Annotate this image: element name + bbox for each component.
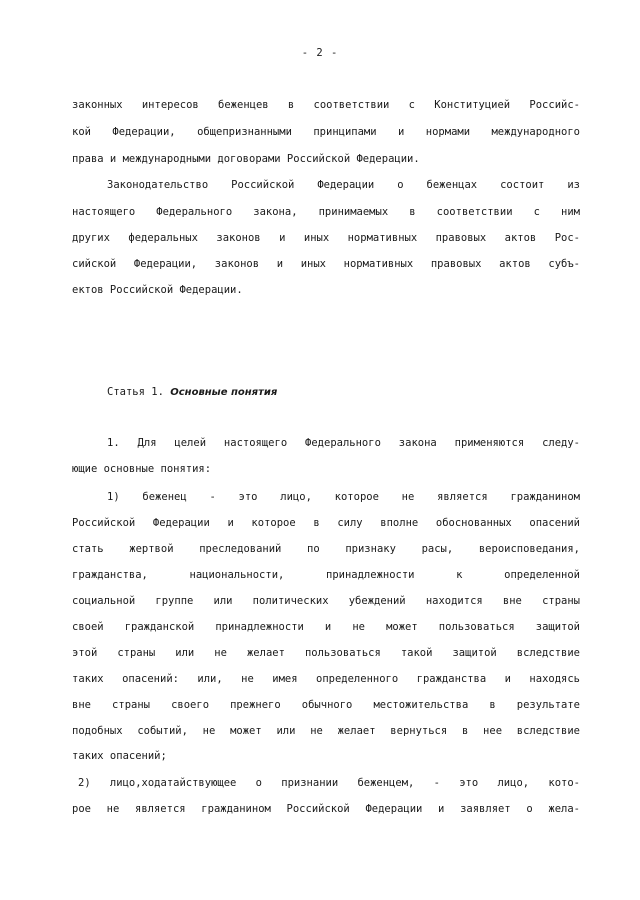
article-prefix: Статья 1. <box>107 386 164 398</box>
text-line: других федеральных законов и иных нормативных правовых актов Рос- <box>72 232 580 244</box>
text-line: 1. Для целей настоящего Федерального закона применяются следу- <box>107 437 580 449</box>
text-line: права и международными договорами Российской Федерации. <box>72 153 420 165</box>
page-number: - 2 - <box>301 47 339 59</box>
text-line: законных интересов беженцев в соответствии с Конституцией Российс- <box>72 99 580 111</box>
text-line: настоящего Федерального закона, принимаемых в соответствии с ним <box>72 206 580 218</box>
text-line: 2) лицо,ходатайствующее о признании беженцем, - это лицо, кото- <box>78 777 580 789</box>
text-line: социальной группе или политических убеждений находится вне страны <box>72 595 580 607</box>
text-line: вне страны своего прежнего обычного местожительства в результате <box>72 699 580 711</box>
text-line: сийской Федерации, законов и иных нормативных правовых актов субъ- <box>72 258 580 270</box>
text-line: Законодательство Российской Федерации о беженцах состоит из <box>107 179 580 191</box>
text-line: ющие основные понятия: <box>72 463 212 475</box>
text-line: 1) беженец - это лицо, которое не является гражданином <box>107 491 580 503</box>
article-heading <box>107 386 277 398</box>
text-line: своей гражданской принадлежности и не может пользоваться защитой <box>72 621 580 633</box>
article-title: Основные понятия <box>170 387 278 398</box>
text-line: таких опасений; <box>72 750 167 762</box>
text-line: рое не является гражданином Российской Федерации и заявляет о жела- <box>72 803 580 815</box>
text-line: Российской Федерации и которое в силу вполне обоснованных опасений <box>72 517 580 529</box>
text-line: стать жертвой преследований по признаку расы, вероисповедания, <box>72 543 580 555</box>
text-line: кой Федерации, общепризнанными принципами и нормами международного <box>72 126 580 138</box>
text-line: гражданства, национальности, принадлежности к определенной <box>72 569 580 581</box>
text-line: подобных событий, не может или не желает вернуться в нее вследствие <box>72 725 580 737</box>
text-line: ектов Российской Федерации. <box>72 284 243 296</box>
text-line: этой страны или не желает пользоваться такой защитой вследствие <box>72 647 580 659</box>
text-line: таких опасений: или, не имея определенного гражданства и находясь <box>72 673 580 685</box>
